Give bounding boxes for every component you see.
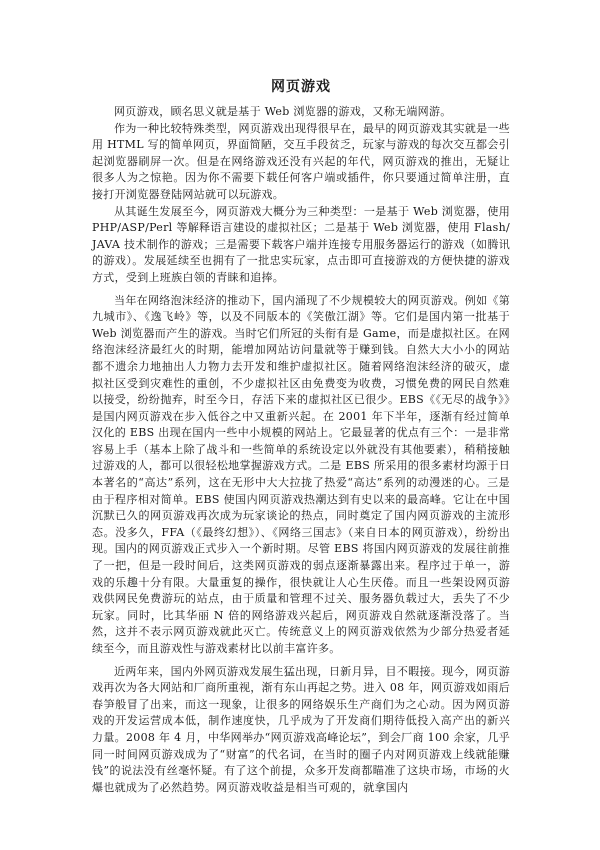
- document-title: 网页游戏: [271, 79, 331, 95]
- paragraph-recent: 近两年来，国内外网页游戏发展生猛出现，日新月异，目不暇接。现今，网页游戏再次为各大网站和厂商所重视，渐有东山再起之势。进入 08 年，网页游戏如雨后春笋般冒了出来，而这一现象，让很多的网络娱乐生产商们为之心动。因为网页游戏的开发运营成本低，制作速度快，几乎成为了开发商们期待低投入高产出的新兴力量。2008 年 4 月，中华网举办“网页游戏高峰论坛”，到会厂商 100 余家，几乎同一时间网页游戏成为了“财富”的代名词，在当时的圈子内对网页游戏上线就能赚钱”的说法没有丝毫怀疑。有了这个前提，众多开发商都瞄准了这块市场，市场的火爆也就成为了必然趋势。网页游戏收益是相当可观的，就拿国内: [92, 664, 510, 794]
- paragraph-types: 从其诞生发展至今，网页游戏大概分为三种类型：一是基于 Web 浏览器，使用 PHP/ASP/Perl 等解释语言建设的虚拟社区；二是基于 Web 浏览器，使用 Flash/JAVA 技术制作的游戏；三是需要下载客户端并连接专用服务器运行的游戏（如腾讯的游戏）。发展延续至也拥有了一批忠实玩家，点击即可直接游戏的方便快捷的游戏方式，受到上班族白领的青睐和追捧。: [92, 204, 510, 284]
- paragraph-intro: 网页游戏，顾名思义就是基于 Web 浏览器的游戏，又称无端网游。: [114, 105, 452, 118]
- paragraph-bubble-era: 当年在网络泡沫经济的推动下，国内涌现了不少规模较大的网页游戏。例如《第九城市》、《逸飞岭》等，以及不同版本的《笑傲江湖》等。它们是国内第一批基于 Web 浏览器而产生的游戏。当时它们所冠的头衔有是 Game，而是虚拟社区。在网络泡沫经济最红火的时期，能增加网站访问量就等于赚到钱。自然大大小小的网站都不遗余力地抽出人力物力去开发和维护虚拟社区。随着网络泡沫经济的破灭，虚拟社区受到灾难性的重创，不少虚拟社区由免费变为收费，习惯免费的网民自然难以接受，纷纷抛弃，时至今日，存活下来的虚拟社区已很少。EBS《《无尽的战争》》是国内网页游戏在步入低谷之中又重新兴起。在 2001 年下半年，逐渐有经过简单汉化的 EBS 出现在国内一些中小规模的网站上。它最显著的优点有三个：一是非常容易上手（基本上除了战斗和一些简单的系统设定以外就没有其他要素），稍稍接触过游戏的人，都可以很轻松地掌握游戏方式。二是 EBS 所采用的很多素材均源于日本著名的“高达”系列，这在无形中大大拉拢了热爱“高达”系列的动漫迷的心。三是由于程序相对简单。EBS 使国内网页游戏热潮达到有史以来的最高峰。它让在中国沉默已久的网页游戏再次成为玩家谈论的热点，同时奠定了国内网页游戏的主流形态。没多久，FFA（《最终幻想》）、《网络三国志》（来自日本的网页游戏），纷纷出现。国内的网页游戏正式步入一个新时期。尽管 EBS 将国内网页游戏的发展往前推了一把，但是一段时间后，这类网页游戏的弱点逐渐暴露出来。程序过于单一，游戏的乐趣十分有限。大量重复的操作，很快就让人心生厌倦。而且一些架设网页游戏供网民免费游玩的站点，由于质量和管理不过关、服务器负载过大，丢失了不少玩家。同时，比其华丽 N 倍的网络游戏兴起后，网页游戏自然就逐渐没落了。当然，这并不表示网页游戏就此灭亡。传统意义上的网页游戏依然为少部分热爱者延续至今，而且游戏性与游戏素材比以前丰富许多。: [92, 293, 510, 655]
- paragraph-history: 作为一种比较特殊类型，网页游戏出现得很早在，最早的网页游戏其实就是一些用 HTML 写的简单网页，界面简陋，交互手段贫乏，玩家与游戏的每次交互都会引起浏览器刷屏一次。但是在网络游戏还没有兴起的年代，网页游戏的推出，无疑让很多人为之惊艳。因为你不需要下载任何客户端或插件，你只要通过简单注册，直接打开浏览器登陆网站就可以玩游戏。: [92, 121, 510, 201]
